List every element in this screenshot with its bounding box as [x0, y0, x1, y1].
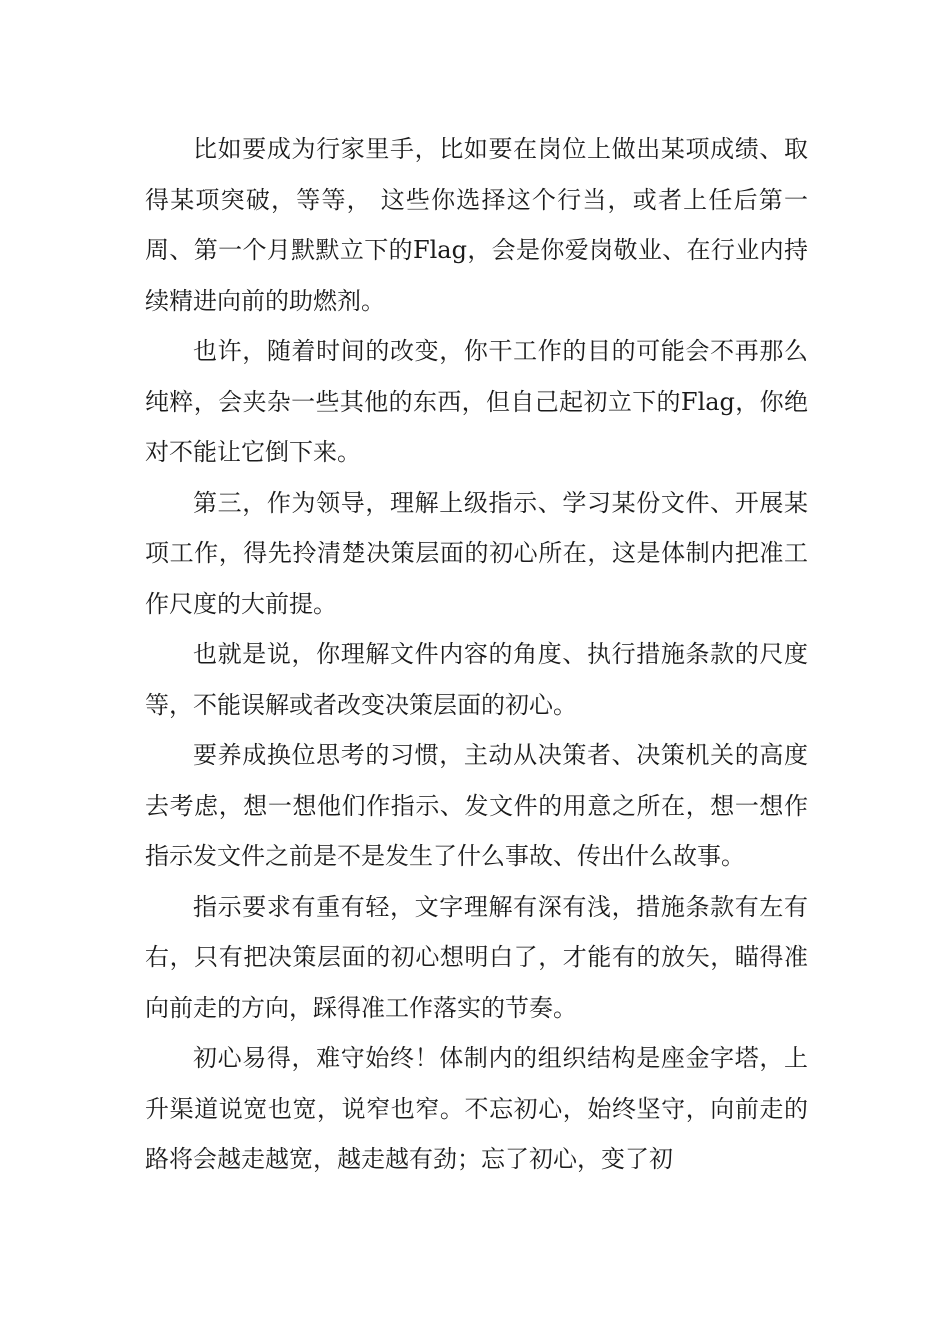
paragraph: 也许，随着时间的改变，你干工作的目的可能会不再那么纯粹，会夹杂一些其他的东西，但自己起初立下的Flag，你绝对不能让它倒下来。	[145, 337, 808, 466]
paragraph: 指示要求有重有轻，文字理解有深有浅，措施条款有左有右，只有把决策层面的初心想明白了，才能有的放矢，瞄得准向前走的方向，踩得准工作落实的节奏。	[145, 892, 808, 1022]
paragraph: 也就是说，你理解文件内容的角度、执行措施条款的尺度等，不能误解或者改变决策层面的初心。	[145, 640, 808, 719]
document-page	[145, 124, 808, 1185]
paragraph: 比如要成为行家里手，比如要在岗位上做出某项成绩、取得某项突破，等等， 这些你选择这个行当，或者上任后第一周、第一个月默默立下的Flag，会是你爱岗敬业、在行业内持续精进向前的助燃剂。	[145, 135, 808, 315]
paragraph: 初心易得，难守始终！体制内的组织结构是座金字塔，上升渠道说宽也宽，说窄也窄。不忘初心，始终坚守，向前走的路将会越走越宽，越走越有劲；忘了初心，变了初	[145, 1044, 808, 1173]
paragraph: 第三，作为领导，理解上级指示、学习某份文件、开展某项工作，得先拎清楚决策层面的初心所在，这是体制内把准工作尺度的大前提。	[145, 488, 808, 618]
paragraph: 要养成换位思考的习惯，主动从决策者、决策机关的高度去考虑，想一想他们作指示、发文件的用意之所在，想一想作指示发文件之前是不是发生了什么事故、传出什么故事。	[145, 741, 808, 870]
